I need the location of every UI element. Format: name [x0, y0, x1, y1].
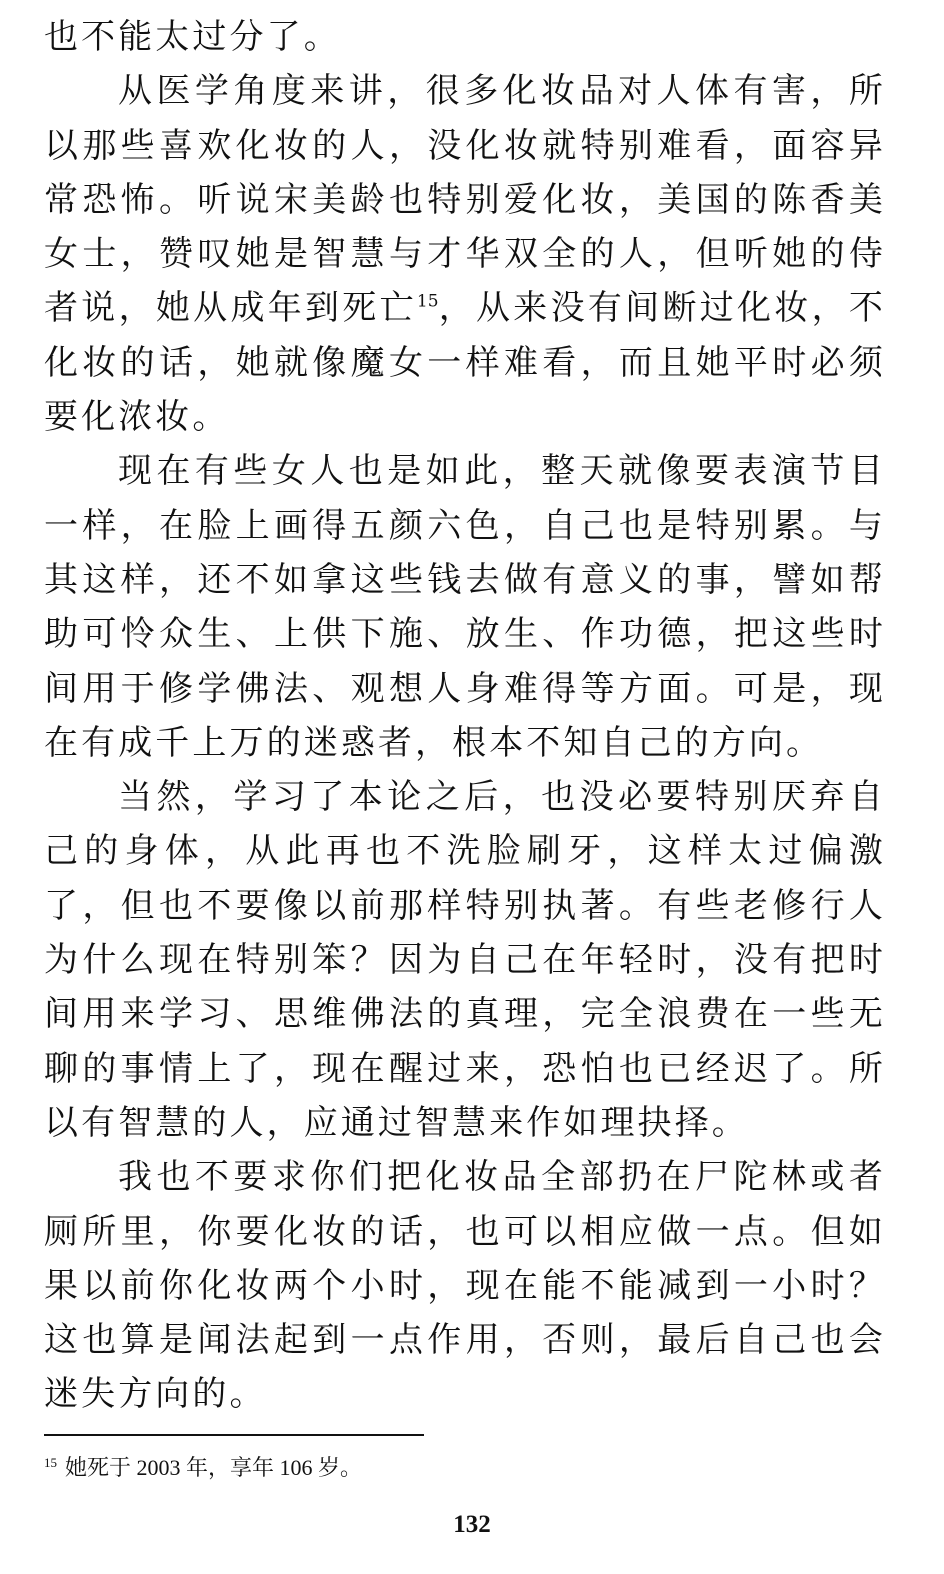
footnote-reference[interactable]: 15	[416, 292, 439, 313]
paragraph-women-makeup: 现在有些女人也是如此，整天就像要表演节目一样，在脸上画得五颜六色，自己也是特别累。与其这样，还不如拿这些钱去做有意义的事，譬如帮助可怜众生、上供下施、放生、作功德，把这些时间用于修学佛法、观想人身难得等方面。可是，现在有成千上万的迷惑者，根本不知自己的方向。	[44, 451, 886, 763]
footnote-marker: 15	[44, 1454, 57, 1470]
paragraph-reduce-makeup: 我也不要求你们把化妆品全部扔在尸陀林或者厕所里，你要化妆的话，也可以相应做一点。但如果以前你化妆两个小时，现在能不能减到一小时？这也算是闻法起到一点作用，否则，最后自己也会迷失方向的。	[44, 1157, 886, 1415]
paragraph-cosmetics-harm	[44, 64, 886, 444]
paragraph-text-before-note: 从医学角度来讲，很多化妆品对人体有害，所以那些喜欢化妆的人，没化妆就特别难看，面容异常恐怖。听说宋美龄也特别爱化妆，美国的陈香美女士，赞叹她是智慧与才华双全的人，但听她的侍者说，她从成年到死亡	[44, 71, 886, 329]
paragraph-continuation: 也不能太过分了。	[44, 17, 341, 57]
page-number: 132	[453, 1511, 491, 1538]
footnote-text: 她死于 2003 年，享年 106 岁。	[65, 1455, 363, 1480]
footnote	[44, 1453, 362, 1483]
paragraph-text-after-note: ，从来没有间断过化妆，不化妆的话，她就像魔女一样难看，而且她平时必须要化浓妆。	[44, 288, 886, 438]
page-body	[44, 10, 886, 1422]
footnote-divider	[44, 1434, 424, 1436]
paragraph-after-study: 当然，学习了本论之后，也没必要特别厌弃自己的身体，从此再也不洗脸刷牙，这样太过偏激了，但也不要像以前那样特别执著。有些老修行人为什么现在特别笨？因为自己在年轻时，没有把时间用来学习、思维佛法的真理，完全浪费在一些无聊的事情上了，现在醒过来，恐怕也已经迟了。所以有智慧的人，应通过智慧来作如理抉择。	[44, 777, 886, 1143]
